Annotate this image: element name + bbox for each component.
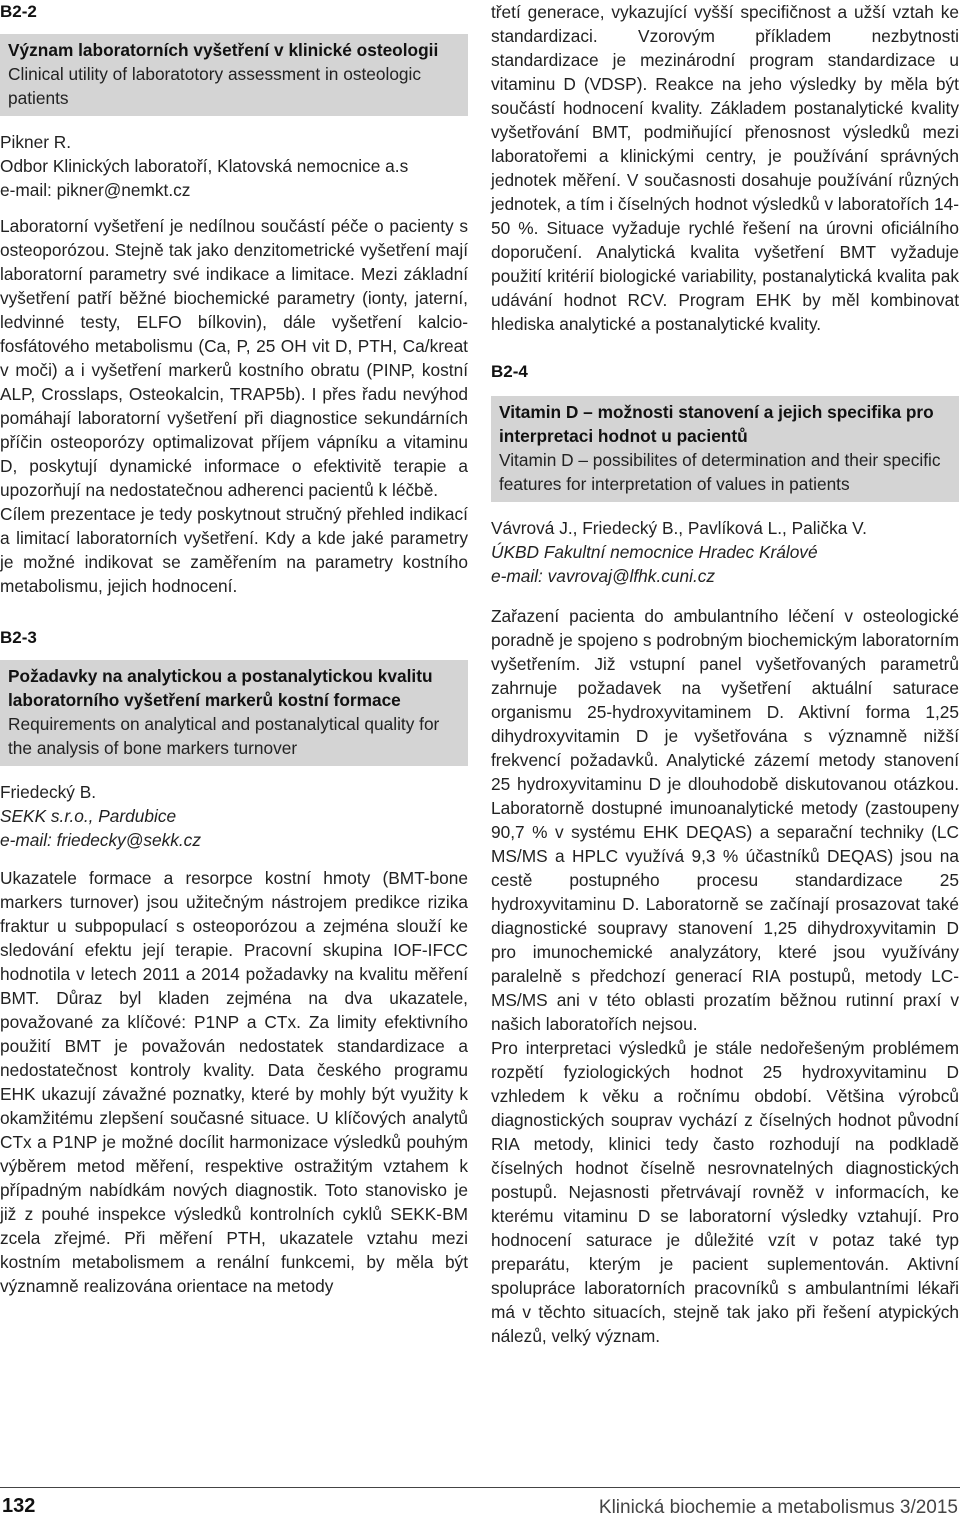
- abstract-title-box: [491, 396, 959, 502]
- abstract-code: B2-2: [0, 2, 37, 21]
- abstract-title-box: [0, 660, 468, 766]
- abstract-code: B2-3: [0, 628, 37, 647]
- body-paragraph: třetí generace, vykazující vyšší specifičnost a užší vztah ke standardizaci. Vzorovým příkladem nezbytnosti standardizace je mezinárodní program standardizace u vitaminu D (VDSP). Reakce na jeho výsledky by měla být součástí hodnocení kvality. Základem postanalytické kvality vyšetřování BMT, podmiňující přenosnost výsledků mezi laboratořemi a klinickými centry, je používání správných jednotek měření. V současnosti dosahuje používání různých jednotek, a tím i číselných hodnot výsledků v laboratořích 14-50 %. Situace vyžaduje rychlé řešení na úrovni oficiálního doporučení. Analytická kvalita vyšetření BMT vyžaduje použití kritérií biologické variability, postanalytická kvalita pak udávání hodnot RCV. Program EHK by měl kombinovat hlediska analytické a postanalytické kvality.: [491, 2, 959, 334]
- footer-divider: [0, 1487, 960, 1488]
- body-paragraph: Zařazení pacienta do ambulantního léčení v osteologické poradně je spojeno s podrobným biochemickým laboratorním vyšetřením. Již vstupní panel vyšetřovaných parametrů zahrnuje požadavek na vyšetření aktuální saturace organismu 25-hydroxyvitaminem D. Aktivní forma 1,25 dihydroxyvitamin D je vyšetřována s významně nižší frekvencí požadavků. Analytické zázemí metody stanovení 25 hydroxyvitaminu D je dlouhodobě diskutovanou otázkou. Laboratorně dostupné imunoanalytické metody (zastoupeny 90,7 % v systému EHK DEQAS) a separační techniky (LC MS/MS a HPLC využívá 9,3 % účastníků DEQAS) jsou na cestě postupného procesu standardizace 25 hydroxyvitaminu D. Laboratorně se začínají prosazovat také diagnostické soupravy stanovení 1,25 dihydroxyvitamin D pro imunochemické analyzátory, které jsou využívány paralelně s předchozí generací RIA postupů, metody LC-MS/MS ani v této oblasti prozatím běžnou rutinní praxí v našich laboratořích nejsou.: [491, 606, 959, 1034]
- authors: Friedecký B.: [0, 782, 97, 802]
- abstract-title-english: Requirements on analytical and postanalytical quality for the analysis of bone markers turnover: [8, 714, 440, 758]
- body-paragraph: Pro interpretaci výsledků je stále nedořešeným problémem rozpětí fyziologických hodnot 25 hydroxyvitaminu D vzhledem k věku a ročnímu období. Většina výrobců diagnostických souprav vychází z číselných hodnot původní RIA metody, klinici tedy často rozhodují na podkladě číselných hodnot číselně nesrovnatelných diagnostických postupů. Nejasnosti přetrvávají rovněž v informacích, ke kterému vitaminu D se laboratorní výsledky vztahují. Pro hodnocení saturace je důležité vzít v potaz také typ preparátu, kterým je pacient suplementován. Aktivní spolupráce laboratorních pracovníků s ambulantními lékaři má v těchto situacích, stejně tak jako při řešení atypických nálezů, velký význam.: [491, 1038, 959, 1346]
- institution: SEKK s.r.o., Pardubice: [0, 806, 177, 826]
- email: e-mail: pikner@nemkt.cz: [0, 180, 191, 200]
- institution: Odbor Klinických laboratoří, Klatovská nemocnice a.s: [0, 156, 409, 176]
- right-column: [491, 0, 959, 1348]
- authors: Vávrová J., Friedecký B., Pavlíková L., Palička V.: [491, 518, 867, 538]
- journal-name: Klinická biochemie a metabolismus 3/2015: [598, 1497, 958, 1518]
- abstract-title-czech: Vitamin D – možnosti stanovení a jejich specifika pro interpretaci hodnot u pacientů: [499, 402, 934, 446]
- body-paragraph: Cílem prezentace je tedy poskytnout stručný přehled indikací a limitací laboratorních vyšetření. Kdy a kde jaké parametry je možné indikovat se zaměřením na parametry kostního metabolismu, jejich hodnocení.: [0, 504, 468, 596]
- left-column: [0, 0, 468, 1298]
- abstract-title-english: Clinical utility of laboratotory assessment in osteologic patients: [8, 64, 422, 108]
- body-paragraph: Laboratorní vyšetření je nedílnou součástí péče o pacienty s osteoporózou. Stejně tak jako denzitometrické vyšetření mají laboratorní parametry své indikace a limitace. Mezi základní vyšetření patří běžné biochemické parametry (ionty, jaterní, ledvinné testy, ELFO bílkovin), dále vyšetření kalcio-fosfátového metabolismu (Ca, P, 25 OH vit D, PTH, Ca/kreat v moči) a i vyšetření markerů kostního obratu (PINP, kostní ALP, Crosslaps, Osteokalcin, TRAP5b). I přes řadu nevýhod pomáhají laboratorní vyšetření při diagnostice sekundárních příčin osteoporózy optimalizovat příjem vápníku a vitaminu D, poskytují dynamické informace o efektivitě terapie a upozorňují na nedostatečnou adherenci pacientů k léčbě.: [0, 216, 468, 500]
- abstract-body-continued: [491, 0, 959, 336]
- abstract-title-box: [0, 34, 468, 116]
- email: e-mail: vavrovaj@lfhk.cuni.cz: [491, 566, 716, 586]
- abstract-code: B2-4: [491, 362, 528, 381]
- author-block: [0, 780, 468, 852]
- author-block: [0, 130, 468, 202]
- body-paragraph: Ukazatele formace a resorpce kostní hmoty (BMT-bone markers turnover) jsou užitečným nástrojem predikce rizika fraktur u subpopulací s osteoporózou a zejména slouží ke sledování efektu její terapie. Pracovní skupina IOF-IFCC hodnotila v letech 2011 a 2014 požadavky na kvalitu měření BMT. Důraz byl kladen zejména na dva ukazatele, považované za klíčové: P1NP a CTx. Za limity efektivního použití BMT je považován nedostatek standardizace a nedostatečnost kontroly kvality. Data českého programu EHK ukazují závažné poznatky, které by mohly být využity k okamžitému zlepšení současné situace. U klíčových analytů CTx a P1NP je možné docílit harmonizace výsledků pouhým výběrem metod měření, respektive ostražitým vztahem k případným nabídkám nových diagnostik. Toto stanovisko je již z pouhé inspekce výsledků kontrolních cyklů SEKK-BM zcela zřejmé. Při měření PTH, ukazatele vztahu mezi kostním metabolismem a renální funkcemi, by měla být významně realizována orientace na metody: [0, 868, 468, 1296]
- abstract-title-czech: Význam laboratorních vyšetření v klinické osteologii: [8, 40, 439, 60]
- abstract-title-english: Vitamin D – possibilites of determination and their specific features for interpretation of values in patients: [499, 450, 941, 494]
- authors: Pikner R.: [0, 132, 72, 152]
- abstract-body: [0, 214, 468, 598]
- author-block: [491, 516, 959, 588]
- institution: ÚKBD Fakultní nemocnice Hradec Králové: [491, 542, 818, 562]
- abstract-body: [491, 604, 959, 1348]
- abstract-body: [0, 866, 468, 1298]
- email: e-mail: friedecky@sekk.cz: [0, 830, 201, 850]
- page-number: 132: [2, 1495, 36, 1517]
- abstract-title-czech: Požadavky na analytickou a postanalytickou kvalitu laboratorního vyšetření markerů kostní formace: [8, 666, 433, 710]
